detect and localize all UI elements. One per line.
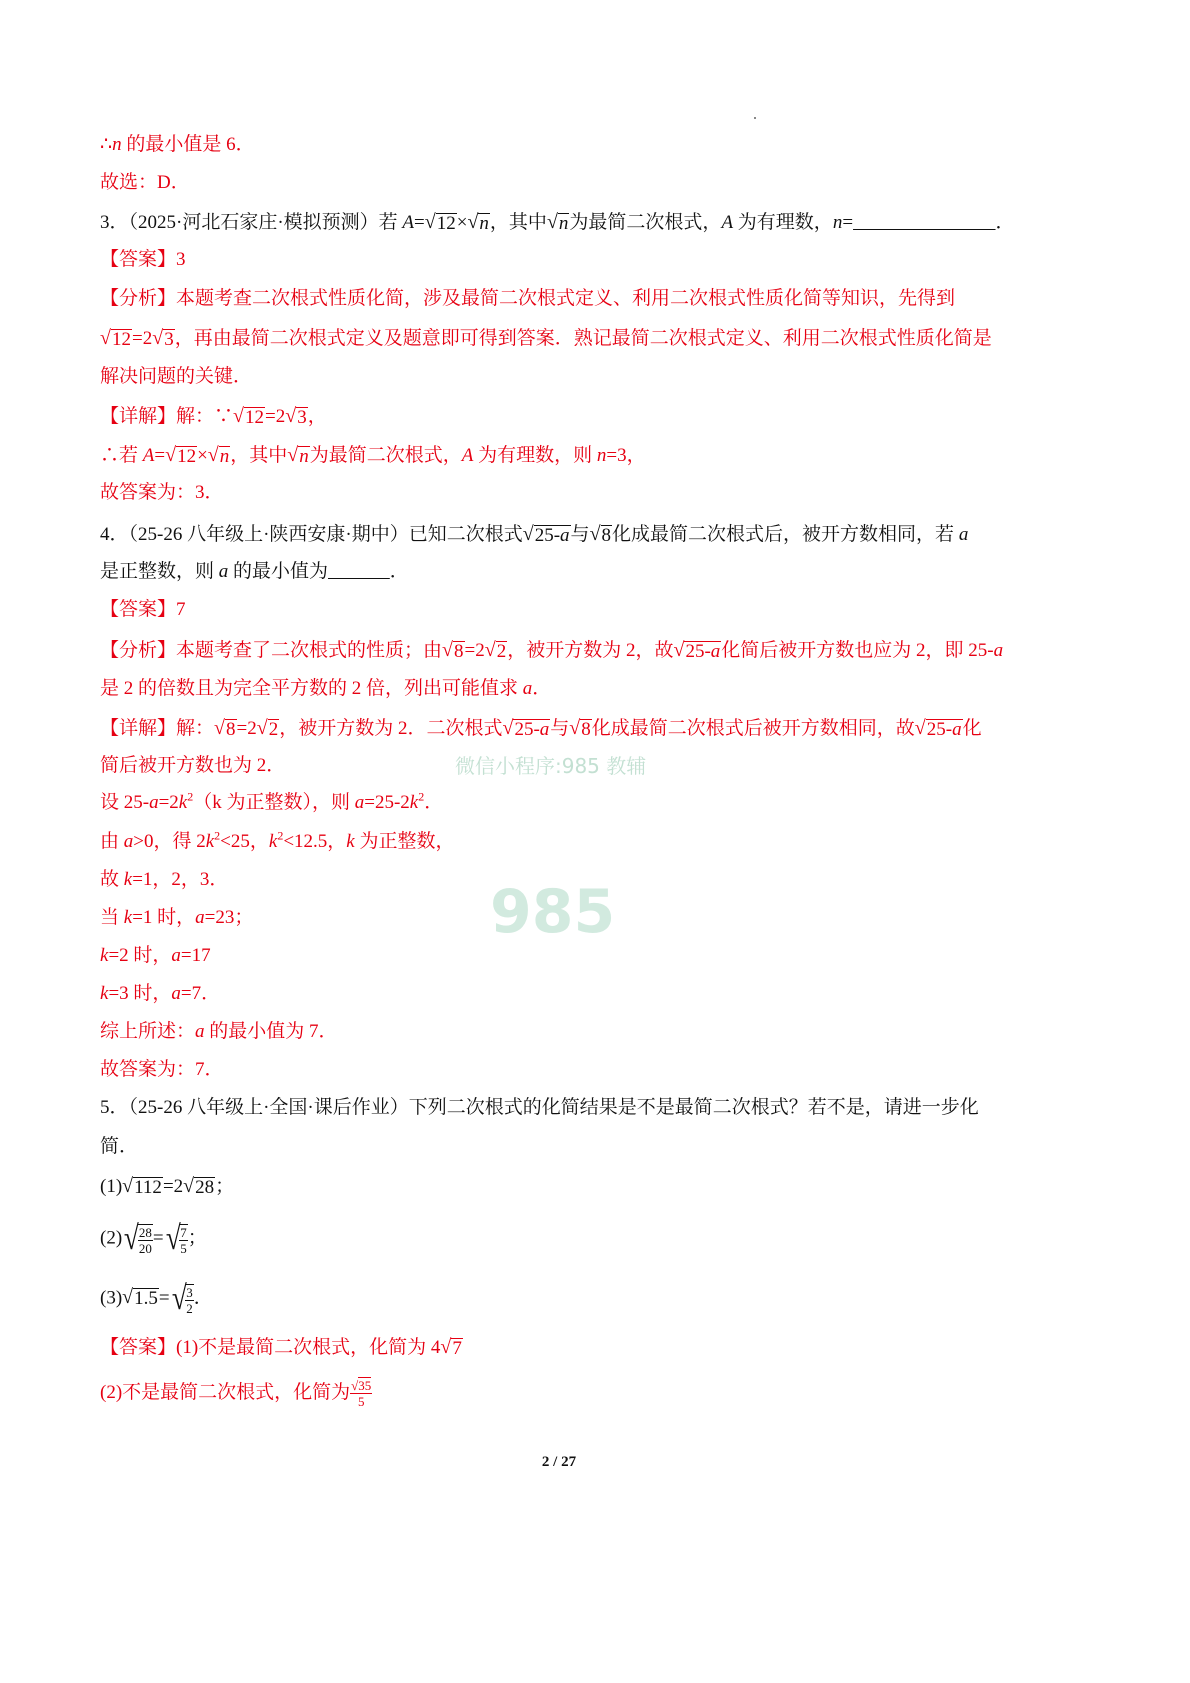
- radicand-text: 28: [195, 1177, 215, 1198]
- math-variable: k: [346, 831, 355, 852]
- text-run: ，被开方数为 2．二次根式: [279, 718, 503, 739]
- numerator: [350, 1378, 372, 1394]
- radicand-variable: a: [560, 525, 570, 546]
- radical-sign: √: [467, 211, 479, 233]
- radicand-text: 7: [452, 1338, 462, 1359]
- square-root: [285, 404, 307, 428]
- text-line: [100, 1135, 138, 1159]
- math-variable: a: [149, 792, 159, 813]
- math-variable: A: [402, 212, 415, 233]
- square-root: [122, 1285, 159, 1309]
- text-run: 是正整数，则: [100, 561, 219, 582]
- text-line: [100, 1222, 207, 1256]
- text-run: 简后被开方数也为 2．: [100, 755, 286, 776]
- radicand: [176, 446, 197, 467]
- radicand-variable: a: [539, 719, 550, 740]
- math-variable: k: [100, 983, 109, 1004]
- answer-blank: [328, 561, 390, 582]
- square-root: [440, 1335, 462, 1359]
- radicand-text: 2: [268, 719, 279, 740]
- text-run: 【答案】7: [100, 599, 186, 620]
- text-run: =: [158, 1287, 170, 1309]
- square-root: [214, 716, 236, 740]
- radicand-text: 25-: [685, 641, 711, 662]
- text-run: 化简后被开方数也应为 2，即 25-: [721, 640, 994, 661]
- numerator: 28: [138, 1225, 152, 1240]
- text-line: [100, 210, 1015, 235]
- radicand-text: 112: [134, 1177, 162, 1198]
- fraction-square-root: [164, 1222, 188, 1256]
- square-root: [569, 716, 591, 740]
- math-variable: a: [171, 945, 181, 966]
- exponent: 2: [187, 789, 194, 804]
- text-run: 是 2 的倍数且为完全平方数的 2 倍，列出可能值求: [100, 678, 523, 699]
- radicand: [298, 446, 310, 467]
- text-run: 当: [100, 907, 124, 928]
- denominator: 2: [186, 1301, 193, 1316]
- square-root: [183, 1174, 215, 1198]
- square-root: [100, 326, 132, 350]
- numerator: 7: [180, 1225, 187, 1240]
- text-run: 化成最简二次根式后，被开方数相同，若: [612, 524, 959, 545]
- text-run: （k 为正整数），则: [193, 792, 355, 813]
- text-run: ，再由最简二次根式定义及题意即可得到答案．熟记最简二次根式定义、利用二次根式性质化简是: [174, 328, 992, 349]
- text-run: =2: [236, 718, 257, 739]
- math-variable: a: [522, 678, 533, 699]
- text-run: ；: [215, 1176, 235, 1197]
- radicand-variable: a: [952, 719, 962, 740]
- text-run: <12.5，: [283, 831, 347, 852]
- text-run: (1): [100, 1176, 123, 1197]
- text-run: 的最小值为 7．: [204, 1021, 338, 1042]
- page-number: 2 / 27: [541, 1454, 577, 1470]
- text-line: [100, 404, 327, 429]
- text-run: =1 时，: [132, 907, 196, 928]
- radicand-text: 12: [245, 407, 264, 428]
- text-line: [100, 1378, 372, 1409]
- radicand-text: 8: [601, 525, 612, 546]
- text-line: [100, 443, 646, 468]
- watermark-logo: 985: [490, 877, 616, 947]
- square-root: [485, 638, 507, 662]
- fraction: [350, 1378, 372, 1409]
- text-run: 为有理数，则: [473, 445, 597, 466]
- radical-sign: √: [165, 1220, 181, 1257]
- radicand: [163, 329, 175, 350]
- text-run: 为有理数，: [733, 212, 833, 233]
- fraction-square-root: [122, 1222, 153, 1256]
- square-root: [257, 716, 279, 740]
- text-run: =3，: [606, 445, 646, 466]
- math-variable: a: [123, 831, 134, 852]
- math-variable: a: [958, 524, 969, 545]
- text-run: ．: [389, 561, 409, 582]
- text-run: =: [154, 445, 166, 466]
- text-run: 【答案】(1)不是最简二次根式，化简为 4: [100, 1337, 441, 1358]
- radicand: [478, 213, 490, 234]
- radical-sign: √: [589, 523, 601, 545]
- radical-sign: √: [152, 327, 164, 349]
- math-variable: n: [112, 134, 122, 155]
- text-run: =17: [180, 945, 211, 966]
- text-run: 5．（25-26 八年级上·全国·课后作业）下列二次根式的化简结果是不是最简二次根式？若不是，请进一步化: [100, 1097, 979, 1118]
- radicand-text: n: [219, 446, 230, 467]
- text-run: <25，: [220, 831, 269, 852]
- radicand-text: 35: [358, 1378, 372, 1393]
- text-run: =2: [162, 1176, 184, 1197]
- text-line: [100, 1282, 213, 1316]
- text-line: [100, 287, 955, 311]
- radicand-text: 25-: [514, 719, 540, 740]
- math-variable: a: [171, 983, 181, 1004]
- math-variable: k: [205, 831, 215, 852]
- text-run: 故答案为：3．: [100, 482, 224, 503]
- text-run: 的最小值为: [228, 561, 329, 582]
- text-line: [100, 365, 252, 389]
- radical-sign: √: [442, 639, 453, 661]
- radical-sign: √: [183, 1175, 195, 1197]
- text-run: 【详解】解：: [100, 718, 215, 739]
- text-run: =2: [265, 406, 286, 427]
- exponent: 2: [418, 789, 425, 804]
- answer-blank: [853, 212, 996, 233]
- radical-sign: √: [171, 1280, 187, 1317]
- text-line: [100, 791, 443, 815]
- radical-sign: √: [233, 405, 244, 427]
- square-root: [547, 210, 569, 234]
- text-line: [100, 560, 409, 584]
- radical-sign: √: [424, 211, 436, 233]
- radicand-text: 3: [297, 407, 307, 428]
- radical-sign: √: [914, 717, 926, 739]
- fraction: [138, 1225, 153, 1256]
- text-run: 故答案为：7．: [100, 1059, 224, 1080]
- math-variable: k: [178, 792, 188, 813]
- square-root: [165, 443, 197, 467]
- text-line: [100, 133, 255, 157]
- radicand: [296, 407, 308, 428]
- text-run: 【分析】本题考查二次根式性质化简，涉及最简二次根式定义、利用二次根式性质化简等知识，先得到: [100, 288, 956, 309]
- radicand-text: 25-: [926, 719, 953, 740]
- radicand: [436, 213, 457, 234]
- math-variable: k: [268, 831, 278, 852]
- text-run: 化: [962, 718, 982, 739]
- radicand-text: n: [558, 213, 569, 234]
- text-run: ×: [197, 445, 208, 466]
- denominator: 20: [138, 1241, 152, 1256]
- radicand: [496, 641, 508, 662]
- radical-sign: √: [122, 1175, 134, 1197]
- radicand: [268, 719, 280, 740]
- radicand-text: 12: [436, 213, 456, 234]
- square-root: [152, 326, 174, 350]
- radical-sign: √: [165, 444, 177, 466]
- text-run: =1，2，3．: [132, 869, 229, 890]
- radicand: [133, 1177, 163, 1198]
- math-variable: n: [596, 445, 607, 466]
- text-run: 简．: [100, 1136, 139, 1157]
- text-run: ．: [193, 1287, 213, 1309]
- radicand-variable: a: [710, 641, 721, 662]
- text-run: ．: [532, 678, 552, 699]
- text-line: [100, 1020, 338, 1044]
- text-run: 的最小值是 6．: [121, 134, 255, 155]
- text-line: [100, 326, 992, 351]
- text-run: ，其中: [230, 445, 288, 466]
- text-run: =: [842, 212, 854, 233]
- text-line: [100, 716, 982, 741]
- radical-sign: √: [502, 717, 514, 739]
- radicand-text: 12: [111, 329, 131, 350]
- radicand-text: 8: [581, 719, 591, 740]
- radicand: [219, 446, 231, 467]
- text-run: 【详解】解：∵: [100, 406, 234, 427]
- math-variable: a: [218, 561, 229, 582]
- text-run: 为正整数，: [354, 831, 455, 852]
- text-run: ；: [187, 1227, 207, 1249]
- text-run: (2)不是最简二次根式，化简为: [100, 1381, 351, 1403]
- text-line: [100, 830, 455, 854]
- text-run: 3．（2025·河北石家庄·模拟预测）若: [100, 212, 403, 233]
- text-run: (3): [100, 1287, 123, 1309]
- fraction-square-root: [170, 1282, 194, 1316]
- radical-sign: √: [207, 444, 219, 466]
- radical-sign: √: [287, 444, 299, 466]
- math-variable: A: [721, 212, 734, 233]
- radicand-text: n: [299, 446, 309, 467]
- text-run: =2: [464, 640, 485, 661]
- radicand: [513, 719, 550, 740]
- text-run: =3 时，: [108, 983, 172, 1004]
- text-run: 故: [100, 869, 124, 890]
- text-run: 与: [550, 718, 570, 739]
- text-run: (2): [100, 1227, 123, 1249]
- radical-sign: √: [124, 1220, 139, 1257]
- radicand: [684, 641, 721, 662]
- square-root: [208, 443, 230, 467]
- radicand: [601, 525, 613, 546]
- text-run: ，: [307, 406, 327, 427]
- square-root: [233, 404, 265, 428]
- text-run: >0，得 2: [133, 831, 206, 852]
- text-run: 【分析】本题考查了二次根式的性质；由: [100, 640, 443, 661]
- text-run: =25-2: [364, 792, 410, 813]
- math-variable: a: [354, 792, 365, 813]
- text-run: 解决问题的关键．: [100, 366, 253, 387]
- radicand-text: n: [479, 213, 489, 234]
- text-line: [100, 906, 253, 930]
- radical-sign: √: [122, 1286, 134, 1309]
- math-variable: a: [195, 907, 205, 928]
- radical-sign: √: [214, 717, 225, 739]
- stray-dot: [754, 117, 756, 119]
- square-root: [122, 1174, 163, 1198]
- text-line: [100, 171, 190, 195]
- denominator: 5: [357, 1394, 365, 1409]
- text-line: [100, 982, 220, 1006]
- text-run: =: [414, 212, 425, 233]
- radicand: [111, 329, 132, 350]
- watermark-text: 微信小程序:985 教辅: [455, 754, 647, 778]
- text-run: ．: [424, 792, 444, 813]
- math-variable: a: [993, 640, 1004, 661]
- math-variable: k: [409, 792, 419, 813]
- radicand: [558, 213, 570, 234]
- text-line: [100, 1096, 979, 1120]
- text-run: 由: [100, 831, 124, 852]
- text-run: ×: [456, 212, 468, 233]
- radical-sign: √: [484, 639, 496, 661]
- text-run: ．: [995, 212, 1015, 233]
- text-line: [100, 481, 224, 505]
- radicand-text: 2: [496, 641, 507, 662]
- text-line: [100, 1335, 463, 1360]
- text-line: [100, 944, 211, 968]
- exponent: 2: [277, 828, 284, 843]
- text-run: 化成最简二次根式后被开方数相同，故: [591, 718, 915, 739]
- square-root: [442, 638, 464, 662]
- text-line: [100, 522, 968, 547]
- text-run: =7．: [180, 983, 221, 1004]
- text-run: 【答案】3: [100, 249, 186, 270]
- text-run: 4．（25-26 八年级上·陕西安康·期中）已知二次根式: [100, 524, 523, 545]
- math-variable: k: [123, 869, 133, 890]
- radicand-text: 3: [164, 329, 174, 350]
- radical-sign: √: [522, 523, 534, 545]
- square-root: [425, 210, 457, 234]
- text-run: =2: [158, 792, 179, 813]
- radicand: [133, 1288, 159, 1309]
- radical-sign: √: [256, 717, 268, 739]
- text-run: ，被开方数为 2，故: [507, 640, 674, 661]
- math-variable: A: [142, 445, 155, 466]
- text-run: ，其中: [489, 212, 547, 233]
- radical-sign: √: [285, 405, 297, 427]
- text-run: 综上所述：: [100, 1021, 196, 1042]
- radicand-text: 1.5: [134, 1288, 158, 1310]
- math-variable: A: [461, 445, 474, 466]
- text-run: 为最简二次根式，: [309, 445, 462, 466]
- numerator: 3: [186, 1285, 193, 1300]
- square-root: [673, 638, 721, 662]
- radicand: [926, 719, 963, 740]
- radical-sign: √: [569, 717, 581, 739]
- radicand: [451, 1338, 463, 1359]
- text-run: 与: [570, 524, 590, 545]
- text-run: =: [152, 1227, 164, 1249]
- square-root: [915, 716, 963, 740]
- text-run: 为最简二次根式，: [569, 212, 722, 233]
- radical-sign: √: [673, 639, 685, 661]
- text-run: =2 时，: [108, 945, 172, 966]
- text-run: =2: [131, 328, 153, 349]
- radical-sign: √: [100, 327, 111, 349]
- math-variable: n: [832, 212, 843, 233]
- text-line: [100, 754, 285, 778]
- text-run: ∴若: [100, 445, 143, 466]
- radicand-text: 8: [226, 719, 236, 740]
- square-root: [467, 210, 489, 234]
- radical-sign: √: [440, 1336, 452, 1358]
- radicand: [580, 719, 592, 740]
- text-run: 设 25-: [100, 792, 150, 813]
- denominator: 5: [180, 1241, 187, 1256]
- radicand: [534, 525, 571, 546]
- radicand-text: 12: [177, 446, 197, 467]
- square-root: [590, 522, 612, 546]
- text-line: [100, 1058, 224, 1082]
- radical-sign: √: [546, 211, 558, 233]
- text-run: ∴: [100, 134, 113, 155]
- radicand: [225, 719, 237, 740]
- radical-sign: √: [351, 1378, 359, 1393]
- radicand: [194, 1177, 215, 1198]
- text-run: 故选：D．: [100, 172, 190, 193]
- exponent: 2: [214, 828, 221, 843]
- radicand-text: 25-: [534, 525, 561, 546]
- square-root: [287, 443, 309, 467]
- radicand: [453, 641, 465, 662]
- radicand: [244, 407, 265, 428]
- text-line: [100, 598, 186, 622]
- square-root: [523, 522, 571, 546]
- math-variable: k: [100, 945, 109, 966]
- text-line: [100, 868, 228, 892]
- radicand: [138, 1224, 153, 1256]
- radicand-text: 8: [454, 641, 464, 662]
- text-line: [100, 677, 551, 701]
- text-line: [100, 638, 1003, 663]
- square-root: [502, 716, 550, 740]
- text-line: [100, 1174, 234, 1199]
- text-line: [100, 248, 186, 272]
- math-variable: k: [123, 907, 133, 928]
- text-run: =23；: [204, 907, 254, 928]
- math-variable: a: [195, 1021, 205, 1042]
